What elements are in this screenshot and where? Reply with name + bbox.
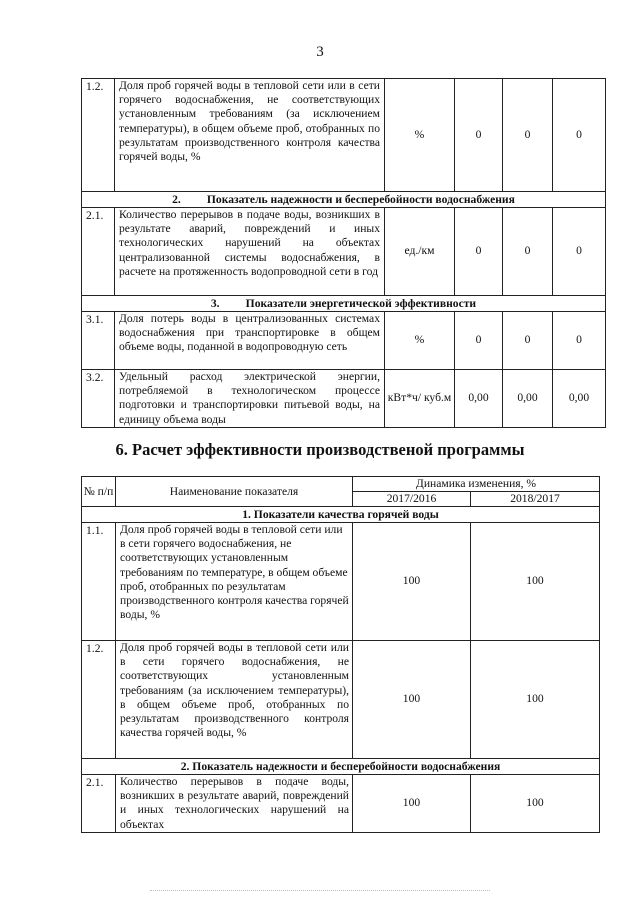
section-heading: 6. Расчет эффективности производственой программы [115, 440, 525, 459]
indicator-name: Количество перерывов в подаче воды, возникших в результате аварий, повреждений и иных технологических нарушений на объектах централизованной системы водоснабжения, в расчете на протяженность водопроводной сети в год [115, 208, 385, 296]
indicator-name: Доля проб горячей воды в тепловой сети или в сети горячего водоснабжения, не соответствующих установленным требованиям (за исключением температуры), в общем объеме проб, отобранных по результатам производственного контроля качества горячей воды, % [116, 641, 353, 759]
section-title: 1. Показатели качества горячей воды [82, 507, 600, 523]
row-number: 1.1. [82, 523, 116, 641]
section-number: 2. [172, 193, 181, 206]
value-cell: 100 [353, 775, 471, 833]
value-cell: 0 [553, 208, 606, 296]
section-row [82, 759, 600, 775]
value-cell: 0,00 [553, 370, 606, 428]
value-cell: 0 [553, 79, 606, 192]
section-text: Показатель надежности и бесперебойности водоснабжения [206, 193, 515, 206]
header-period-2: 2018/2017 [471, 492, 600, 507]
indicator-name: Удельный расход электрической энергии, потребляемой в технологическом процессе подготовки и транспортировки питьевой воды, на единицу объема воды [115, 370, 385, 428]
header-period-1: 2017/2016 [353, 492, 471, 507]
unit-cell: % [385, 312, 455, 370]
indicators-table [81, 78, 606, 428]
header-name: Наименование показателя [116, 477, 353, 507]
section-title: 2. Показатель надежности и бесперебойности водоснабжения [82, 759, 600, 775]
table-row [82, 79, 606, 192]
unit-cell: кВт*ч/ куб.м [385, 370, 455, 428]
row-number: 2.1. [82, 775, 116, 833]
section-text: Показатели энергетической эффективности [245, 297, 477, 310]
section-title [82, 192, 606, 208]
table-row [82, 775, 600, 833]
value-cell: 100 [353, 641, 471, 759]
page-number: 3 [316, 44, 324, 60]
row-number: 3.1. [82, 312, 115, 370]
indicator-name: Доля потерь воды в централизованных системах водоснабжения при транспортировке в общем объеме воды, поданной в водопроводную сеть [115, 312, 385, 370]
value-cell: 0,00 [503, 370, 553, 428]
section-row [82, 507, 600, 523]
value-cell: 100 [353, 523, 471, 641]
value-cell: 0 [455, 312, 503, 370]
value-cell: 0 [503, 79, 553, 192]
unit-cell: % [385, 79, 455, 192]
indicator-name: Количество перерывов в подаче воды, возникших в результате аварий, повреждений и иных технологических нарушений на объектах [116, 775, 353, 833]
section-number: 3. [210, 297, 220, 310]
value-cell: 0 [503, 208, 553, 296]
section-row [82, 192, 606, 208]
scan-artifact-line [150, 890, 490, 891]
value-cell: 0,00 [455, 370, 503, 428]
value-cell: 100 [471, 775, 600, 833]
table-row [82, 312, 606, 370]
row-number: 1.2. [82, 79, 115, 192]
value-cell: 0 [503, 312, 553, 370]
value-cell: 100 [471, 641, 600, 759]
section-row [82, 296, 606, 312]
value-cell: 0 [553, 312, 606, 370]
unit-cell: ед./км [385, 208, 455, 296]
indicator-name: Доля проб горячей воды в тепловой сети или в сети горячего водоснабжения, не соответствующих установленным требованиям (за исключением температуры), в общем объеме проб, отобранных по результатам производственного контроля качества горячей воды, % [115, 79, 385, 192]
table-row [82, 641, 600, 759]
table-row [82, 370, 606, 428]
row-number: 2.1. [82, 208, 115, 296]
indicator-name: Доля проб горячей воды в тепловой сети или в сети горячего водоснабжения, не соответствующих установленным требованиям по температуре, в общем объеме проб, отобранных по результатам производственного контроля качества горячей воды, % [116, 523, 353, 641]
row-number: 1.2. [82, 641, 116, 759]
header-dynamics: Динамика изменения, % [353, 477, 600, 492]
value-cell: 0 [455, 79, 503, 192]
section-title [82, 296, 606, 312]
efficiency-table [81, 476, 600, 833]
table-row [82, 208, 606, 296]
row-number: 3.2. [82, 370, 115, 428]
value-cell: 0 [455, 208, 503, 296]
header-row [82, 477, 600, 492]
table-row [82, 523, 600, 641]
header-number: № п/п [82, 477, 116, 507]
value-cell: 100 [471, 523, 600, 641]
